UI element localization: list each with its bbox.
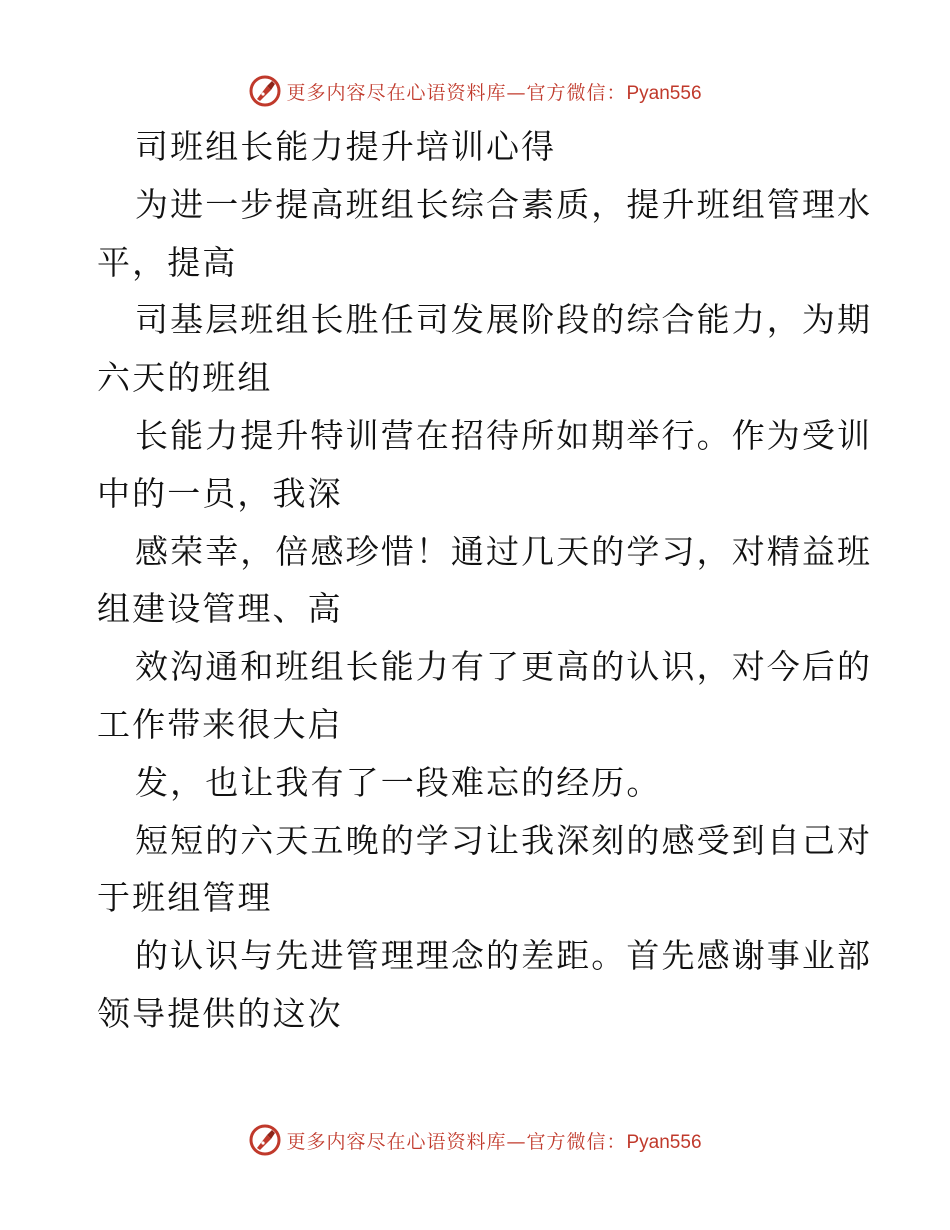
paragraph-line: 为进一步提高班组长综合素质，提升班组管理水: [135, 184, 873, 224]
watermark-text: 更多内容尽在心语资料库—官方微信：Pyan556: [286, 1130, 702, 1153]
watermark-text: 更多内容尽在心语资料库—官方微信：Pyan556: [286, 81, 702, 104]
paragraph-line: 感荣幸，倍感珍惜！通过几天的学习，对精益班: [135, 531, 873, 571]
paragraph-line: 领导提供的这次: [97, 993, 343, 1033]
paragraph-line: 的认识与先进管理理念的差距。首先感谢事业部: [135, 936, 873, 976]
paragraph-line: 中的一员，我深: [97, 473, 343, 513]
paragraph-line: 平，提高: [97, 242, 238, 282]
paragraph-line: 效沟通和班组长能力有了更高的认识，对今后的: [135, 647, 873, 687]
paragraph-line: 司基层班组长胜任司发展阶段的综合能力，为期: [135, 300, 873, 340]
paragraph-line: 组建设管理、高: [97, 589, 343, 629]
fountain-pen-logo-icon: [248, 74, 282, 108]
paragraph-line: 长能力提升特训营在招待所如期举行。作为受训: [135, 415, 873, 455]
paragraph-line: 六天的班组: [97, 358, 273, 398]
paragraph-line: 发，也让我有了一段难忘的经历。: [135, 762, 662, 802]
document-body: [97, 118, 873, 1043]
paragraph-line: 于班组管理: [97, 878, 273, 918]
paragraph-line: 短短的六天五晚的学习让我深刻的感受到自己对: [135, 820, 873, 860]
document-title: 司班组长能力提升培训心得: [135, 127, 557, 166]
footer-watermark: [0, 1120, 950, 1160]
header-watermark: [0, 71, 950, 111]
fountain-pen-logo-icon: [248, 1123, 282, 1157]
paragraph-line: 工作带来很大启: [97, 704, 343, 744]
